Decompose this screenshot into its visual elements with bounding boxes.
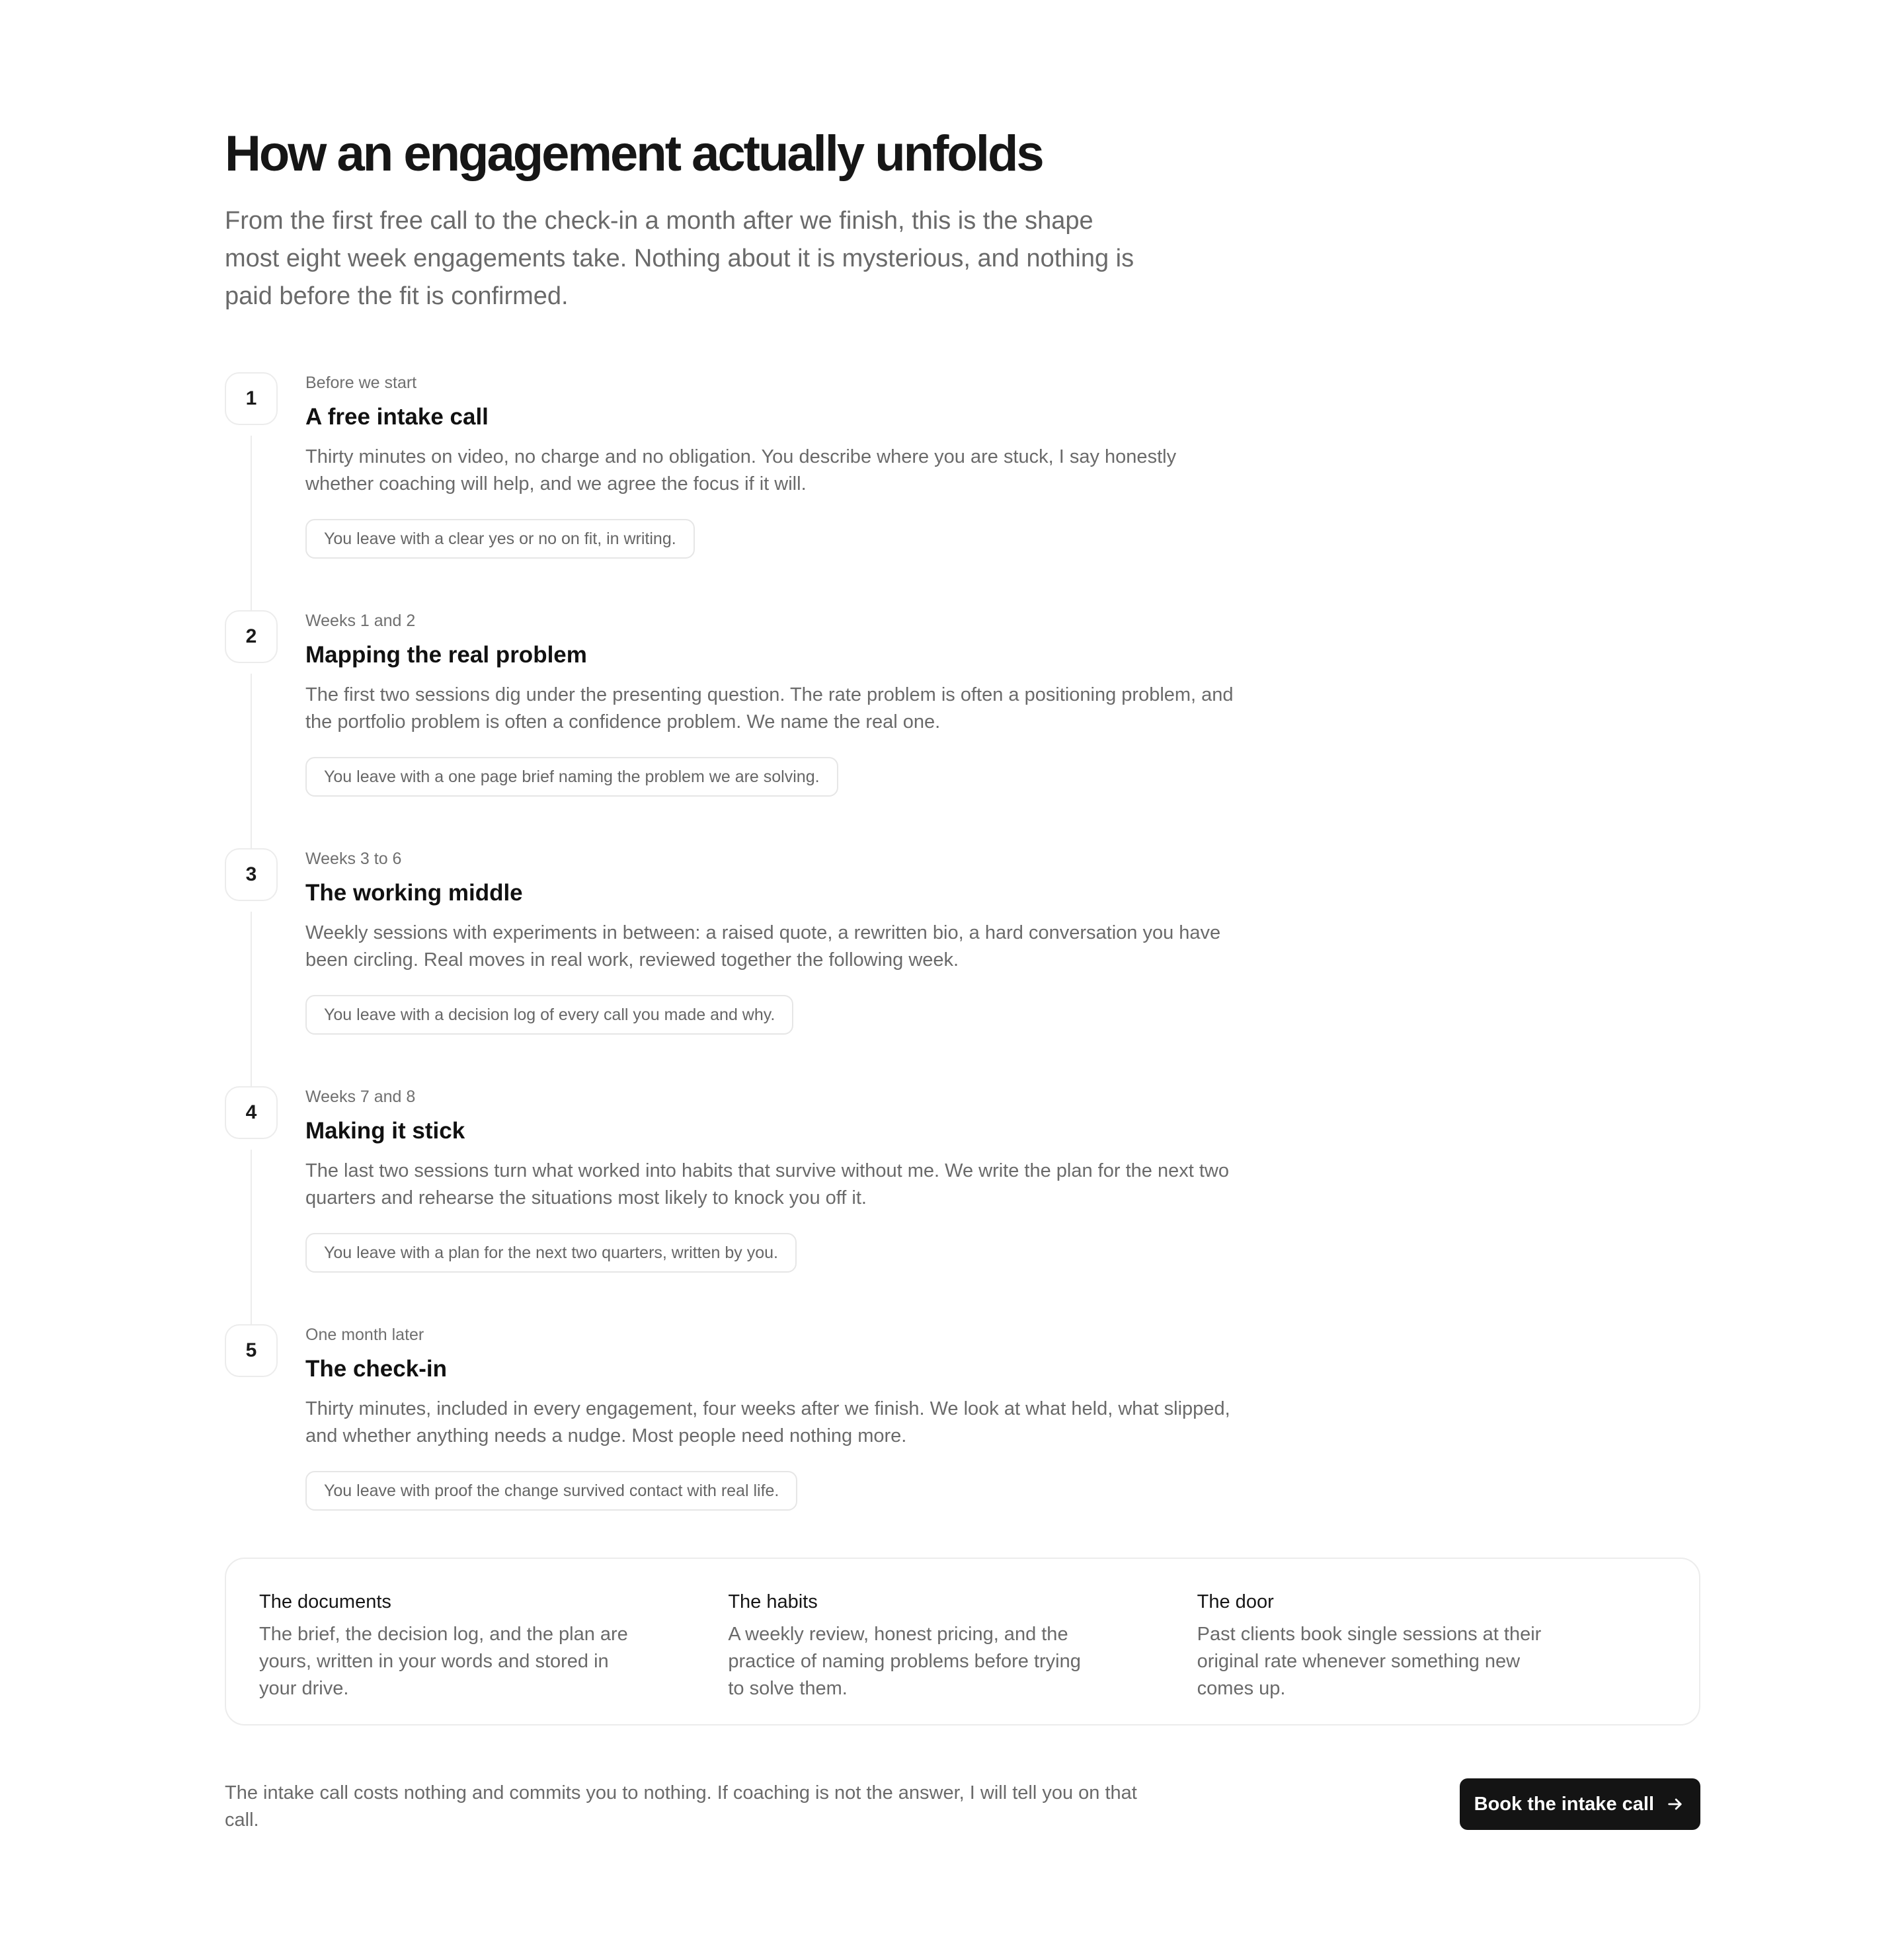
step-title: A free intake call <box>305 404 489 430</box>
step-number-badge: 3 <box>225 848 278 901</box>
page-intro: From the first free call to the check-in a month after we finish, this is the shape most eight week engagements take. Nothing about it is mysterious, and nothing is paid before the fit is confirmed. <box>225 207 1134 310</box>
footer-note: The intake call costs nothing and commits you to nothing. If coaching is not the answer, I will tell you on that call. <box>225 1782 1137 1831</box>
step-kicker: Before we start <box>305 374 417 392</box>
step-content <box>305 372 1244 559</box>
page-title: How an engagement actually unfolds <box>225 126 1043 182</box>
step-outcome-pill: You leave with a decision log of every call you made and why. <box>305 995 793 1035</box>
arrow-right-icon <box>1666 1795 1685 1813</box>
card-text: Past clients book single sessions at their original rate whenever something new comes up. <box>1197 1624 1542 1699</box>
timeline-connector <box>251 1150 252 1324</box>
step-content <box>305 1086 1244 1273</box>
timeline-step <box>225 610 1904 848</box>
step-number-badge: 4 <box>225 1086 278 1139</box>
step-description: Weekly sessions with experiments in between: a raised quote, a rewritten bio, a hard conversation you have been circling. Real moves in real work, reviewed together the following week. <box>305 922 1221 970</box>
card-title: The documents <box>259 1591 391 1612</box>
step-outcome-pill: You leave with a one page brief naming the problem we are solving. <box>305 757 838 797</box>
card-title: The door <box>1197 1591 1274 1612</box>
step-content <box>305 610 1244 797</box>
step-title: The working middle <box>305 880 523 906</box>
cta-label: Book the intake call <box>1474 1793 1654 1815</box>
step-kicker: Weeks 1 and 2 <box>305 612 416 630</box>
step-description: Thirty minutes on video, no charge and no obligation. You describe where you are stuck, I say honestly whether coaching will help, and we agree the focus if it will. <box>305 446 1177 495</box>
card-text: A weekly review, honest pricing, and the practice of naming problems before trying to solve them. <box>728 1624 1081 1699</box>
step-title: Making it stick <box>305 1118 465 1144</box>
step-kicker: One month later <box>305 1326 424 1344</box>
book-intake-call-button[interactable] <box>1460 1778 1700 1830</box>
card-title: The habits <box>728 1591 818 1612</box>
step-title: The check-in <box>305 1356 447 1382</box>
timeline <box>225 372 1904 1589</box>
timeline-step <box>225 1324 1904 1589</box>
timeline-step <box>225 1086 1904 1324</box>
takeaway-card-documents <box>259 1589 728 1724</box>
takeaway-card-habits <box>728 1589 1197 1724</box>
timeline-step <box>225 372 1904 610</box>
timeline-connector <box>251 436 252 610</box>
step-kicker: Weeks 7 and 8 <box>305 1088 416 1106</box>
timeline-connector <box>251 912 252 1086</box>
footer-cta-row <box>225 1780 1700 1834</box>
step-outcome-pill: You leave with a plan for the next two quarters, written by you. <box>305 1233 797 1273</box>
step-description: Thirty minutes, included in every engagement, four weeks after we finish. We look at what held, what slipped, and whether anything needs a nudge. Most people need nothing more. <box>305 1398 1230 1446</box>
step-title: Mapping the real problem <box>305 642 587 668</box>
step-outcome-pill: You leave with a clear yes or no on fit, in writing. <box>305 519 695 559</box>
step-content <box>305 1324 1244 1511</box>
step-number-badge: 5 <box>225 1324 278 1377</box>
step-outcome-pill: You leave with proof the change survived contact with real life. <box>305 1471 797 1511</box>
takeaways-panel <box>225 1558 1700 1725</box>
step-number-badge: 2 <box>225 610 278 663</box>
step-kicker: Weeks 3 to 6 <box>305 850 402 868</box>
step-description: The first two sessions dig under the presenting question. The rate problem is often a positioning problem, and the portfolio problem is often a confidence problem. We name the real one. <box>305 684 1234 733</box>
timeline-step <box>225 848 1904 1086</box>
card-text: The brief, the decision log, and the plan are yours, written in your words and stored in your drive. <box>259 1624 628 1699</box>
step-description: The last two sessions turn what worked into habits that survive without me. We write the plan for the next two quarters and rehearse the situations most likely to knock you off it. <box>305 1160 1229 1208</box>
step-number-badge: 1 <box>225 372 278 425</box>
step-content <box>305 848 1244 1035</box>
timeline-connector <box>251 674 252 848</box>
takeaway-card-door <box>1197 1589 1666 1724</box>
